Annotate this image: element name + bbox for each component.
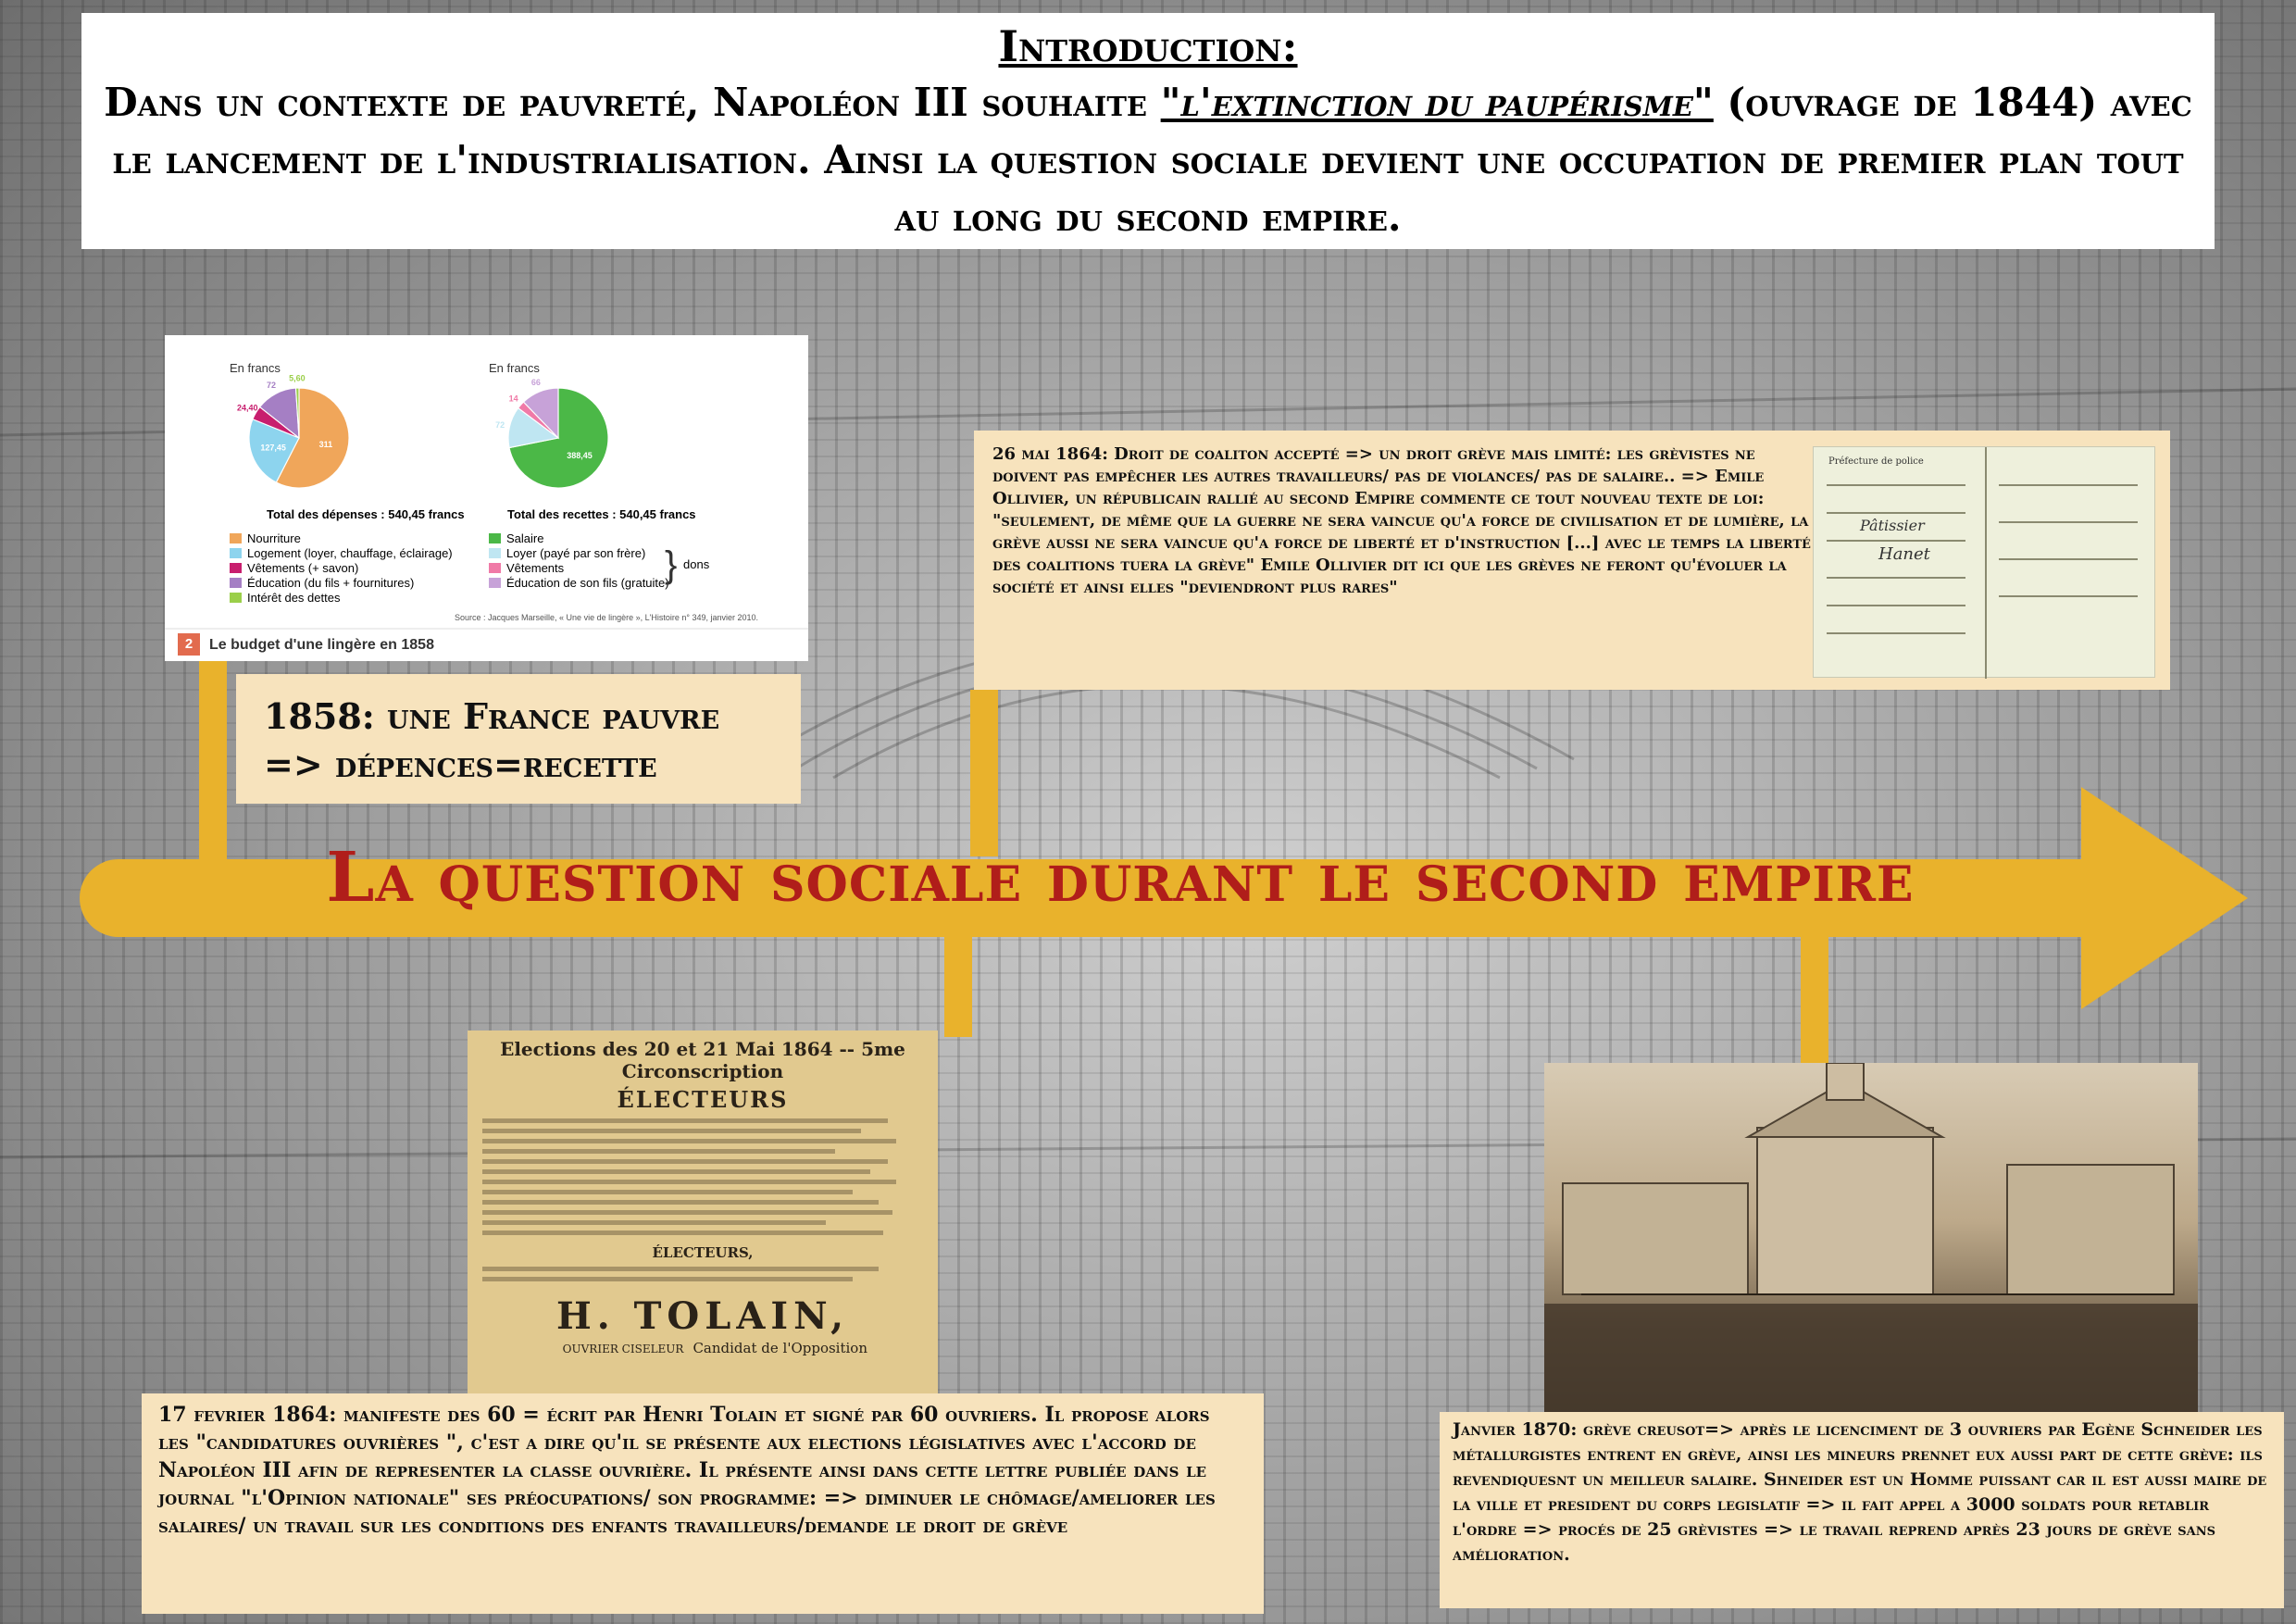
income-legend-label-3: Éducation de son fils (gratuite): [506, 576, 669, 590]
panel-1858-line1: 1858: une France pauvre: [264, 695, 720, 737]
income-legend-label-1: Loyer (payé par son frère): [506, 546, 646, 560]
police-document-name: Hanet: [1878, 544, 1930, 564]
income-legend-swatch-2: [489, 563, 501, 573]
income-legend-item-3: [489, 576, 669, 591]
intro-text-before: Dans un contexte de pauvreté, Napoléon III souhaite: [104, 80, 1161, 125]
expenses-pie-chart: [230, 369, 368, 507]
expenses-total: Total des dépenses : 540,45 francs: [267, 507, 465, 521]
introduction-box: [81, 13, 2215, 249]
poster-candidate: [482, 1340, 923, 1356]
income-legend-item-2: [489, 561, 669, 576]
panel-1870: [1440, 1412, 2284, 1608]
expenses-legend-swatch-1: [230, 548, 242, 558]
panel-1864-manifeste: [142, 1393, 1264, 1614]
poster-profession: OUVRIER CISELEUR: [562, 1343, 684, 1355]
caption-number: 2: [178, 633, 200, 656]
expenses-legend-swatch-3: [230, 578, 242, 588]
police-document-image: [1813, 446, 2155, 678]
expenses-label-4: 5,60: [289, 373, 306, 383]
dons-label: dons: [683, 557, 710, 571]
expenses-label-2: 24,40: [236, 403, 258, 413]
income-total: Total des recettes : 540,45 francs: [507, 507, 696, 521]
expenses-legend-swatch-4: [230, 593, 242, 603]
expenses-legend-label-2: Vêtements (+ savon): [247, 561, 359, 575]
caption-text: Le budget d'une lingère en 1858: [209, 637, 434, 653]
panel-1864-coalition-text: 26 mai 1864: Droit de coaliton accepté => un droit grève mais limité: les grèvistes ne doivent pas empêcher les autres travailleurs/ pas de violances/ pas de salaire.. => Emile Ollivier, un républicain rallié au second Empire commente ce tout nouveau texte de loi: "seulement, de même que la guerre ne sera vaincue qu'a force de civilisation et de lumière, la grève aussi ne sera vaincue qu'a force de liberté et d'instruction [...] avec le temps la liberté des coalitions tuera la grève" Emile Ollivier dit ici que les grèves ne feront qu'évoluer la société et ainsi elles "deviendront plus rares": [992, 444, 1811, 597]
tolain-election-poster: [468, 1031, 938, 1399]
poster-electeurs-2: ÉLECTEURS,: [652, 1244, 754, 1261]
police-document-header: Préfecture de police: [1828, 456, 1924, 467]
expenses-legend-item-4: [230, 591, 453, 606]
chart-caption: [165, 628, 808, 661]
expenses-legend-label-4: Intérêt des dettes: [247, 591, 341, 605]
expenses-legend-item-1: [230, 546, 453, 561]
income-pie-chart: [489, 369, 628, 507]
expenses-legend-label-1: Logement (loyer, chauffage, éclairage): [247, 546, 453, 560]
income-label-3: 66: [530, 378, 541, 388]
income-legend-swatch-0: [489, 533, 501, 543]
expenses-label-1: 127,45: [260, 443, 286, 453]
income-unit-label: En francs: [489, 361, 540, 375]
timeline-title: La question sociale durant le second empire: [326, 838, 1915, 918]
expenses-label-3: 72: [266, 380, 277, 390]
income-label-2: 14: [508, 394, 518, 404]
expenses-unit-label: En francs: [230, 361, 281, 375]
expenses-label-0: 311: [318, 439, 333, 449]
expenses-legend-swatch-0: [230, 533, 242, 543]
expenses-legend-item-3: [230, 576, 453, 591]
strike-scene: [1544, 1063, 2198, 1415]
creusot-strike-illustration: [1544, 1063, 2198, 1415]
income-legend-swatch-1: [489, 548, 501, 558]
dons-brace: }: [665, 544, 678, 585]
income-legend-item-1: [489, 546, 669, 561]
expenses-legend-swatch-2: [230, 563, 242, 573]
panel-1858-line2: => dépences=recette: [264, 743, 657, 785]
budget-chart-card: [165, 335, 808, 661]
expenses-legend-item-2: [230, 561, 453, 576]
poster-title: Elections des 20 et 21 Mai 1864 -- 5me Circonscription: [500, 1038, 905, 1082]
introduction-text: [100, 74, 2196, 246]
source-text: Source : Jacques Marseille, « Une vie de lingère », L'Histoire n° 349, janvier 2010.: [455, 613, 758, 622]
income-legend-item-0: [489, 531, 669, 546]
expenses-legend-label-3: Éducation (du fils + fournitures): [247, 576, 415, 590]
intro-quote: "l'extinction du paupérisme": [1160, 80, 1714, 125]
introduction-heading: Introduction:: [998, 21, 1298, 71]
police-document-word: Pâtissier: [1860, 517, 1925, 534]
expenses-legend-label-0: Nourriture: [247, 531, 301, 545]
income-legend-swatch-3: [489, 578, 501, 588]
intro-text-after: (ouvrage de 1844) avec le lancement de l'industrialisation. Ainsi la question sociale devient une occupation de premier plan tout au long du second empire.: [112, 80, 2192, 240]
panel-1858: [236, 674, 801, 804]
income-label-1: 72: [495, 419, 505, 430]
panel-1864-manifeste-text: 17 fevrier 1864: manifeste des 60 = écrit par Henri Tolain et signé par 60 ouvriers. Il propose alors les "candidatures ouvrières ", c'est a dire qu'il se présente aux elections législatives avec l'accord de Napoléon III afin de representer la classe ouvrière. Il présente ainsi dans cette lettre publiée dans le journal "l'Opinion nationale" ses préocupations/ son programme: => diminuer le chômage/ameliorer les salaires/ un travail sur les conditions des enfants travailleurs/demande le droit de grève: [158, 1403, 1216, 1538]
income-legend-label-0: Salaire: [506, 531, 544, 545]
poster-name: H. TOLAIN,: [555, 1294, 850, 1338]
poster-candidate-text: Candidat de l'Opposition: [693, 1340, 867, 1356]
panel-1870-text: Janvier 1870: grève creusot=> après le licenciment de 3 ouvriers par Egène Schneider les métallurgistes entrent en grève, ainsi les mineurs prennet eux aussi part de cette grève: ils revendiquesnt un meilleur salaire. Shneider est un Homme puissant car il est aussi maire de la ville et president du corps legislatif => il fait appel a 3000 soldats pour retablir l'ordre => procés de 25 grèvistes => le travail reprend après 23 jours de grève sans amélioration.: [1453, 1419, 2267, 1565]
expenses-legend-item-0: [230, 531, 453, 546]
expenses-legend: [230, 531, 453, 606]
income-legend-label-2: Vêtements: [506, 561, 565, 575]
poster-electeurs: ÉLECTEURS: [617, 1086, 789, 1113]
income-label-0: 388,45: [567, 450, 593, 460]
income-legend: [489, 531, 669, 591]
